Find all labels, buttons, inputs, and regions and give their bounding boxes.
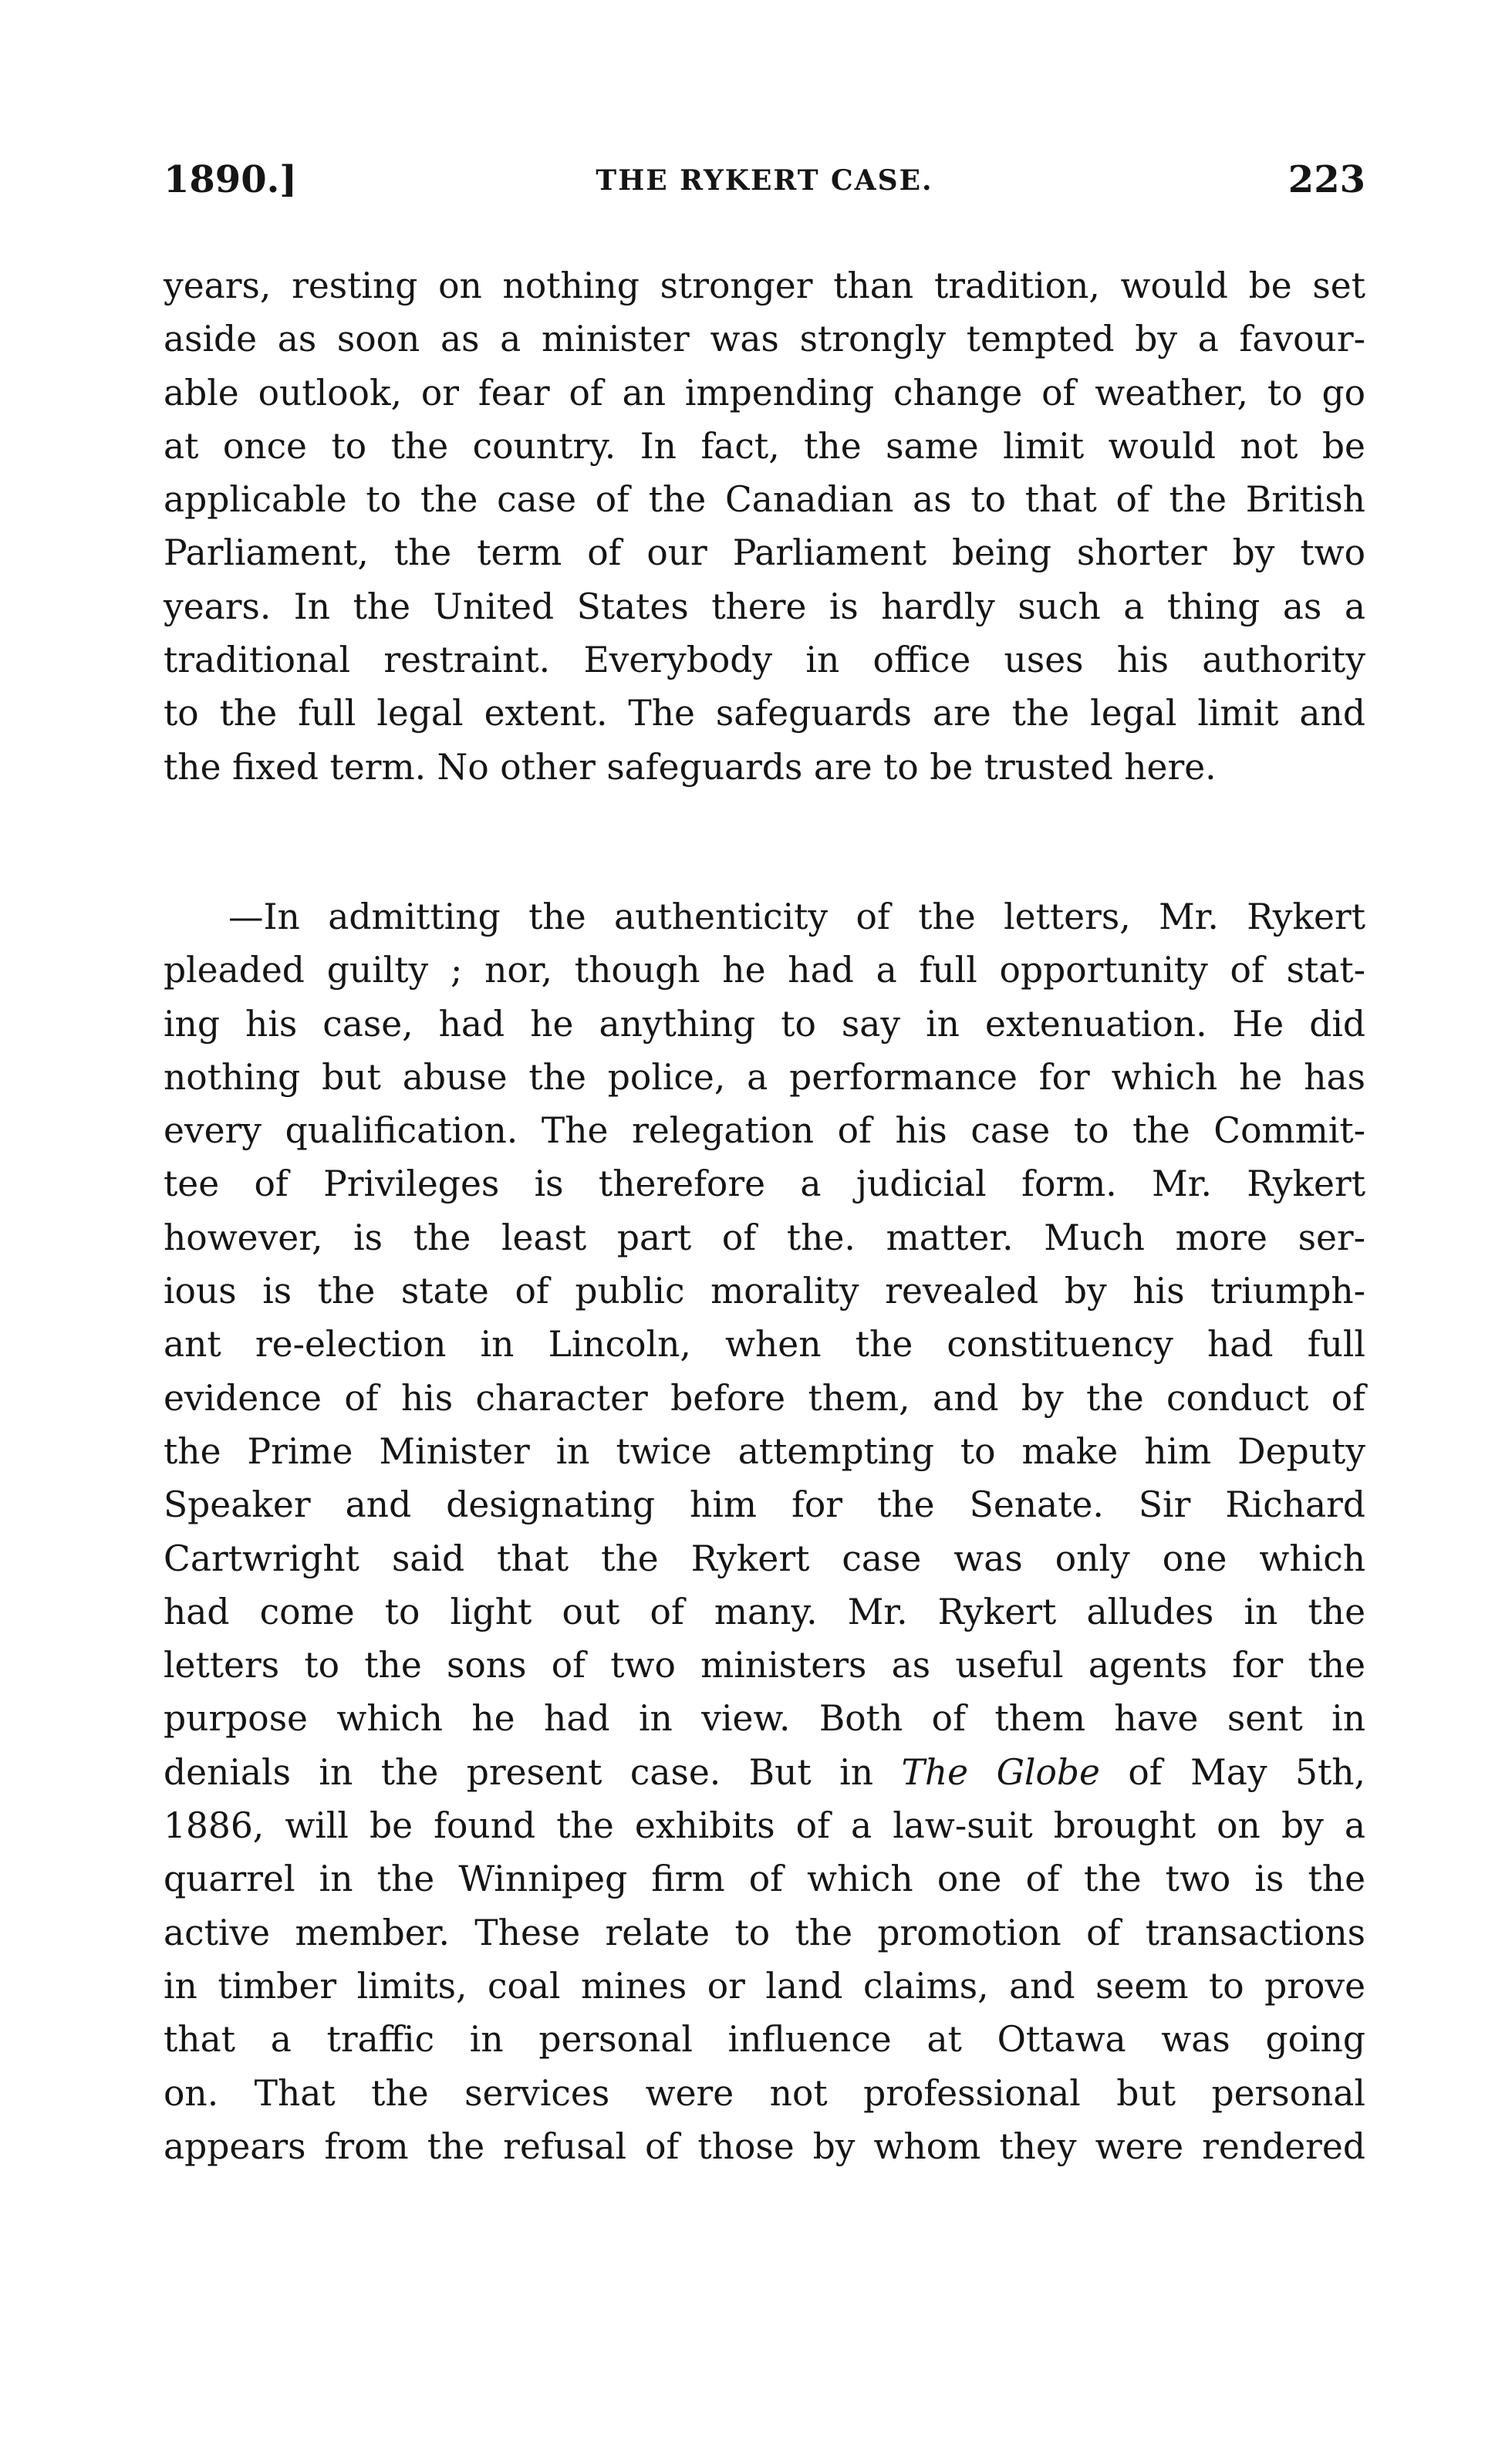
text-line: pleaded guilty ; nor, though he had a full opportunity of stat- [164, 950, 1365, 991]
header-title: THE RYKERT CASE. [596, 164, 933, 197]
page-number: 223 [1288, 158, 1365, 201]
text-line: years. In the United States there is hardly such a thing as a [164, 586, 1365, 627]
text-line: 1886, will be found the exhibits of a law-suit brought on by a [164, 1805, 1365, 1847]
newspaper-title: The Globe [901, 1751, 1100, 1793]
text-line: the fixed term. No other safeguards are to be trusted here. [164, 746, 1217, 788]
text-line: quarrel in the Winnipeg firm of which one of the two is the [164, 1858, 1365, 1900]
text-line: had come to light out of many. Mr. Rykert alludes in the [164, 1591, 1365, 1632]
text-line: years, resting on nothing stronger than tradition, would be set [164, 265, 1365, 306]
text-line: the Prime Minister in twice attempting to make him Deputy [164, 1430, 1365, 1472]
text-line: active member. These relate to the promotion of transactions [164, 1912, 1365, 1953]
text-line: —In admitting the authenticity of the letters, Mr. Rykert [228, 896, 1365, 937]
paragraph-1 [164, 259, 1365, 794]
text-segment: denials in the present case. But in [164, 1751, 874, 1793]
text-line: evidence of his character before them, and by the conduct of [164, 1377, 1365, 1419]
text-line: aside as soon as a minister was strongly tempted by a favour- [164, 319, 1365, 360]
running-header [164, 158, 1365, 212]
text-line: however, is the least part of the. matter. Much more ser- [164, 1217, 1365, 1258]
text-line: in timber limits, coal mines or land claims, and seem to prove [164, 1965, 1365, 2007]
text-line: letters to the sons of two ministers as useful agents for the [164, 1645, 1365, 1686]
text-line: at once to the country. In fact, the same limit would not be [164, 425, 1365, 467]
text-line: ant re-election in Lincoln, when the constituency had full [164, 1324, 1365, 1366]
text-line: Speaker and designating him for the Senate. Sir Richard [164, 1484, 1365, 1526]
text-line-with-citation [164, 1746, 1365, 1799]
text-line: that a traffic in personal influence at Ottawa was going [164, 2019, 1365, 2061]
text-line: traditional restraint. Everybody in office uses his authority [164, 640, 1365, 681]
text-line: every qualification. The relegation of his case to the Commit- [164, 1110, 1365, 1152]
text-line: ious is the state of public morality revealed by his triumph- [164, 1271, 1365, 1312]
text-line: Cartwright said that the Rykert case was only one which [164, 1538, 1365, 1579]
text-line: tee of Privileges is therefore a judicial form. Mr. Rykert [164, 1163, 1365, 1205]
text-line: purpose which he had in view. Both of them have sent in [164, 1698, 1365, 1740]
text-line: Parliament, the term of our Parliament being shorter by two [164, 532, 1365, 574]
text-line: nothing but abuse the police, a performance for which he has [164, 1056, 1365, 1098]
text-line: to the full legal extent. The safeguards are the legal limit and [164, 693, 1365, 734]
paragraph-2 [164, 890, 1365, 2173]
text-line: ing his case, had he anything to say in extenuation. He did [164, 1003, 1365, 1045]
text-line: able outlook, or fear of an impending change of weather, to go [164, 372, 1365, 414]
text-line: appears from the refusal of those by whom they were rendered [164, 2125, 1365, 2167]
text-line: on. That the services were not professional but personal [164, 2072, 1365, 2114]
text-segment: of May 5th, [1128, 1751, 1366, 1793]
header-year: 1890.] [164, 158, 298, 201]
text-line: applicable to the case of the Canadian as to that of the British [164, 479, 1365, 521]
